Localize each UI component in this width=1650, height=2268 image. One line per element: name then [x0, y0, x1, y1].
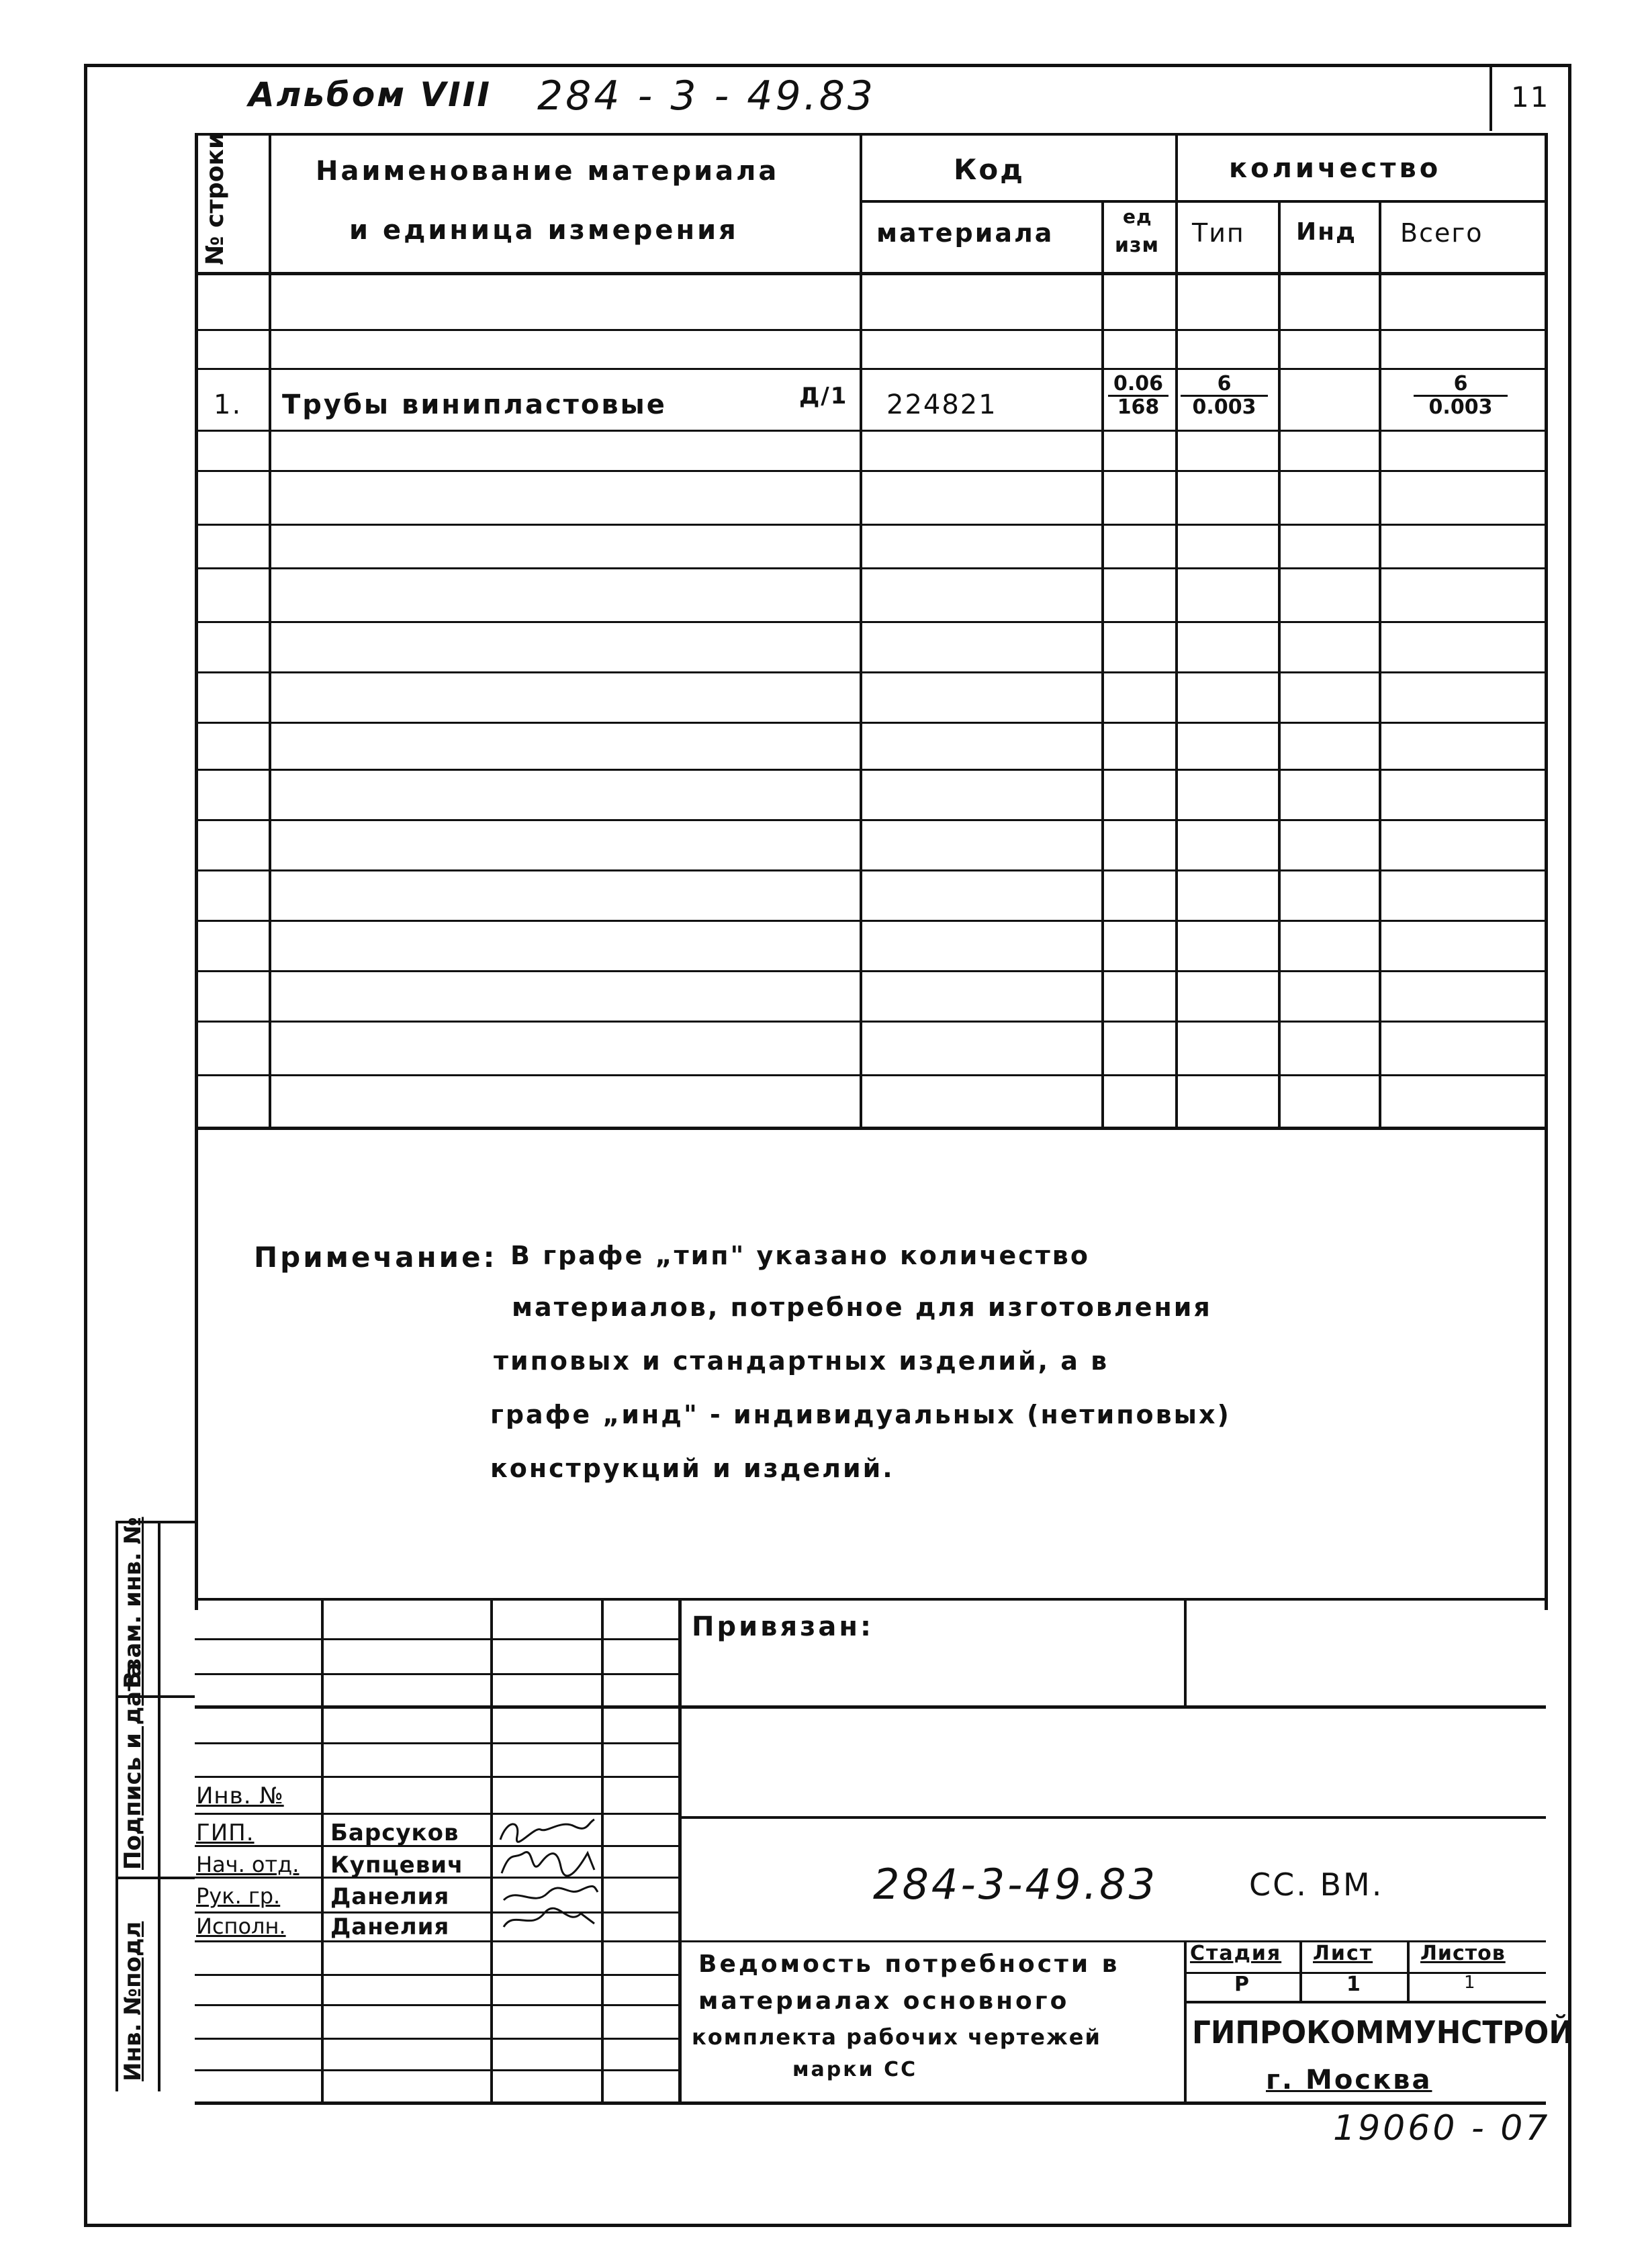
- person-name: Данелия: [330, 1913, 450, 1940]
- archive-number: 19060 - 07: [1333, 2108, 1551, 2148]
- organization-city: г. Москва: [1266, 2065, 1432, 2095]
- row-total-top: 6: [1414, 373, 1508, 397]
- role-label: Нач. отд.: [196, 1852, 300, 1877]
- album-label: Альбом VIII: [248, 75, 492, 114]
- person-name: Данелия: [330, 1883, 450, 1910]
- person-name: Купцевич: [330, 1852, 464, 1879]
- sheets-value: 1: [1464, 1973, 1477, 1993]
- col-code-material-header: материала: [876, 218, 1054, 248]
- doc-title-line: комплекта рабочих чертежей: [692, 2024, 1101, 2050]
- side-stamp-inv-orig: Инв. №подл: [120, 1921, 146, 2081]
- side-stamp-inv-replaced: Взам. инв. №: [120, 1517, 146, 1689]
- note-line: конструкций и изделий.: [490, 1454, 895, 1483]
- col-name-header-line1: Наименование материала: [316, 156, 780, 187]
- col-qty-ind-header: Инд: [1296, 218, 1357, 246]
- role-label: ГИП.: [196, 1820, 255, 1846]
- note-line: В графе „тип" указано количество: [510, 1241, 1090, 1270]
- doc-title-line: Ведомость потребности в: [698, 1950, 1120, 1978]
- row-total-bottom: 0.003: [1428, 395, 1493, 419]
- col-code-unit-header-line2: изм: [1115, 234, 1159, 257]
- note-line: типовых и стандартных изделий, а в: [494, 1346, 1109, 1376]
- col-code-unit-header-line1: ед: [1123, 205, 1152, 228]
- doc-title-line: материалах основного: [698, 1987, 1070, 2015]
- person-name: Барсуков: [330, 1820, 459, 1846]
- designation: 284-3-49.83: [873, 1860, 1158, 1909]
- row-material-code: 224821: [886, 389, 997, 420]
- row-mark: Д/1: [799, 383, 848, 410]
- note-line: материалов, потребное для изготовления: [512, 1292, 1212, 1322]
- row-number: 1.: [214, 389, 242, 420]
- col-quantity-header: количество: [1229, 153, 1442, 184]
- row-type-fraction: [1181, 373, 1268, 418]
- col-name-header-line2: и единица измерения: [349, 215, 739, 246]
- sheet-label: Лист: [1313, 1942, 1373, 1965]
- row-material-name: Трубы винипластовые: [282, 389, 667, 420]
- page-number-divider: [1489, 64, 1492, 131]
- stage-value: Р: [1234, 1973, 1250, 1996]
- col-code-header: Код: [954, 153, 1025, 186]
- bound-label: Привязан:: [692, 1611, 874, 1642]
- role-label: Рук. гр.: [196, 1883, 281, 1909]
- stage-label: Стадия: [1190, 1942, 1282, 1965]
- sheet-value: 1: [1346, 1973, 1362, 1996]
- sheets-label: Листов: [1420, 1942, 1506, 1965]
- organization-name: ГИПРОКОММУНСТРОЙ: [1192, 2014, 1573, 2050]
- signatures-image: [494, 1813, 601, 1947]
- row-unit-bottom: 168: [1117, 395, 1160, 419]
- row-type-bottom: 0.003: [1192, 395, 1256, 419]
- role-label: Исполн.: [196, 1913, 286, 1939]
- doc-title-line: марки СС: [792, 2058, 918, 2081]
- note-line: графе „инд" - индивидуальных (нетиповых): [490, 1400, 1231, 1429]
- note-label: Примечание:: [254, 1241, 498, 1274]
- header-doc-number: 284 - 3 - 49.83: [537, 73, 876, 120]
- inv-number-label: Инв. №: [196, 1783, 284, 1809]
- side-stamp-sign-date: Подпись и дата: [120, 1662, 146, 1870]
- row-unit-top: 0.06: [1108, 373, 1168, 397]
- col-row-number-header: № строки: [201, 132, 229, 265]
- designation-suffix: СС. ВМ.: [1249, 1867, 1384, 1903]
- col-qty-type-header: Тип: [1192, 218, 1245, 248]
- row-type-top: 6: [1181, 373, 1268, 397]
- col-qty-total-header: Всего: [1400, 218, 1483, 248]
- row-unit-fraction: [1108, 373, 1168, 418]
- row-total-fraction: [1414, 373, 1508, 418]
- page-number: 11: [1511, 81, 1550, 113]
